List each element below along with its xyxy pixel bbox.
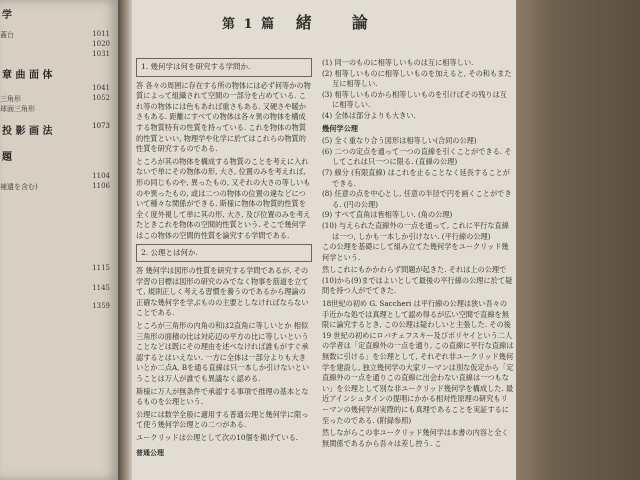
section-heading: 幾何学公理 <box>322 123 358 133</box>
answer-paragraph: 答 幾何学は図形の性質を研究する学問であるが, その学習の目標は図形の研究のみでなく物事を筋道を立てて, 規則正しく考える習慣を養うのであるから理論の正確な幾何学を学ぶものの主要としなければならないことである. <box>136 266 309 318</box>
chapter-label: 第 1 篇 <box>222 17 277 32</box>
right-page <box>132 0 516 480</box>
toc-page-number: 1020 <box>92 40 110 48</box>
toc-page-number: 1359 <box>92 302 110 310</box>
axiom-item: (1) 同一のものに相等しいものは互に相等しい. <box>322 58 474 67</box>
axiom-item: (9) すべて直角は皆相等しい. (角の公理) <box>322 210 453 220</box>
left-page <box>0 0 118 480</box>
axiom-item: (10) 与えられた直線外の一点を通って, これに平行な直線は一つ, しかも一本しか引けない. (平行線の公理) <box>322 220 509 241</box>
body-paragraph: 18世紀の初め G. Saccheri は平行線の公理は狭い吾々の手近かな処では真理として認め得るが広い空間で直線を無限に論究するとき, この公理は疑わしいと主張した. その後 19 世紀の初めにロバチェフスキー及びボリヤイという二人の学者は「定直線外の一点を通り, この直線に平行な直線は無数に引ける」を公理として, それぞれ非ユークリッド幾何学を建設し, 独立幾何学の大家リーマンは別な仮定から「定直線外の一点を通りこの直線に出会わない直線は一つもない」を公理として別な非ユークリッド幾何学を構成した. 最近アインシュタインの提唱にかかる相対性原理の研究もリーマンの幾何学が実際的にも真理であることを実証するに至ったのである. (附録参照) <box>322 299 514 425</box>
book-gutter <box>118 0 132 480</box>
toc-label: 球面三角形 <box>0 105 35 113</box>
toc-page-number: 1104 <box>92 172 110 180</box>
body-paragraph: ユークリッドは公理として次の10個を掲げている. <box>136 433 299 442</box>
body-paragraph: 斯様に万人が無条件で承認する事項で推理の基本となるものを公理という. <box>136 386 309 407</box>
question-box-1: 1. 幾何学は何を研究する学問か. <box>136 58 312 77</box>
body-paragraph: ところが其の物体を構成する物質のことを考えに入れないで単にその物体の形, 大さ, 位置のみを考えれば, 形の同じものや, 異ったもの, 又それの大さの等しいものや異ったもの, 或は二つの物体の位置の違などについて種々な関係ができる. 斯様に物体の物質的性質を全く度外視して単に其の形, 大さ, 及び位置のみを考えたときこれを物体の空間的性質という. そこで幾何学はこの物体の空間的性質を論究する学問である. <box>136 156 311 240</box>
toc-entry <box>0 30 114 40</box>
toc-entry <box>2 122 114 137</box>
toc-entry <box>0 182 114 192</box>
body-paragraph: 然しながらこの非ユークリッド幾何学は本書の内容と全く無関係であるから吾々は差し控う. こ <box>322 428 509 448</box>
toc-entry <box>0 94 114 104</box>
body-paragraph: 然しこれにもかかわらず問題が起きた. それは上の公理で(10)から(9)まではよいとして最後の平行線の公理に於て疑問を持つ人がでてきた. <box>322 265 513 296</box>
answer-paragraph: 答 各々の周囲に存在する所の物体には必ず何等かの物質によって組織されて空間の一部分を占めている. これ等の物体には色もあれば重さもある. 又硬さや暖かさもある. 距離にすべての物体は各々異の物体を構成する物質特有の性質を持っている. これを物体の物質的性質といい, 物理学や化学に於てはこれらの物質的性質を研究するのである. <box>136 80 311 154</box>
toc-label: 蓋台 <box>0 31 14 39</box>
toc-page-number: 1041 <box>92 84 110 92</box>
toc-entry <box>0 104 114 114</box>
toc-label: 補遺を含む) <box>0 183 38 191</box>
axiom-item: (2) 相等しいものに相等しいものを加えると, その和もまた互に相等しい. <box>322 68 512 89</box>
section-heading: 普通公理 <box>136 447 164 457</box>
toc-entry <box>2 6 114 21</box>
toc-entry <box>2 66 114 81</box>
toc-label: 投 影 画 法 <box>2 126 53 137</box>
toc-page-number: 1106 <box>92 182 110 190</box>
right-text-column <box>322 58 514 451</box>
page-stack-edge <box>516 0 640 480</box>
toc-entry <box>2 148 114 163</box>
axiom-item: (7) 線分 (有限直線) はこれを止ることなく延長することができる. <box>322 167 510 188</box>
toc-label: 三角形 <box>0 95 21 103</box>
body-paragraph: 公理には数学全般に適用する普通公理と幾何学に限って使う幾何学公理との二つがある. <box>136 409 309 430</box>
axiom-item: (4) 全体は部分よりも大きい. <box>322 110 416 120</box>
toc-page-number: 1145 <box>92 284 110 292</box>
page-title <box>222 10 380 33</box>
toc-page-number: 1073 <box>92 122 110 130</box>
axiom-item: (3) 相等しいものから相等しいものを引けばその残りは互に相等しい. <box>322 89 507 110</box>
toc-label: 学 <box>2 10 12 21</box>
chapter-title: 緒 論 <box>295 13 380 32</box>
toc-page-number: 1052 <box>92 94 110 102</box>
body-paragraph: この公理を基礎にして組み立てた幾何学をユークリッド幾何学という. <box>322 242 509 262</box>
axiom-item: (8) 任意の点を中心とし, 任意の半径で円を画くことができる. (円の公理) <box>322 189 512 209</box>
toc-page-number: 1011 <box>92 30 110 38</box>
axiom-item: (6) 二つの定点を通って一つの直線を引くことができる. そしてこれは只一つに限る. (直線の公理) <box>322 146 512 167</box>
toc-label: 章 曲 面 体 <box>2 70 53 81</box>
body-paragraph: ところが三角形の内角の和は2直角に等しいとか 相似三角形の面積の比は対応辺の平方の比に等しいということなどは既にその理由を述べなければ誰もがすぐ承認するとはいえない. 一方に全体は一部分よりも大きいとか二点A, Bを通る直線は只一本しか引けないということは万人が誰でも異議なく認める. <box>136 321 310 384</box>
toc-page-number: 1115 <box>92 264 110 272</box>
axiom-item: (5) 全く重なり合う図形は相等しい(合同の公理) <box>322 136 477 146</box>
question-box-2: 2. 公理とは何か. <box>136 244 312 263</box>
left-text-column <box>136 58 312 458</box>
toc-label: 題 <box>2 152 12 163</box>
toc-page-number: 1031 <box>92 50 110 58</box>
